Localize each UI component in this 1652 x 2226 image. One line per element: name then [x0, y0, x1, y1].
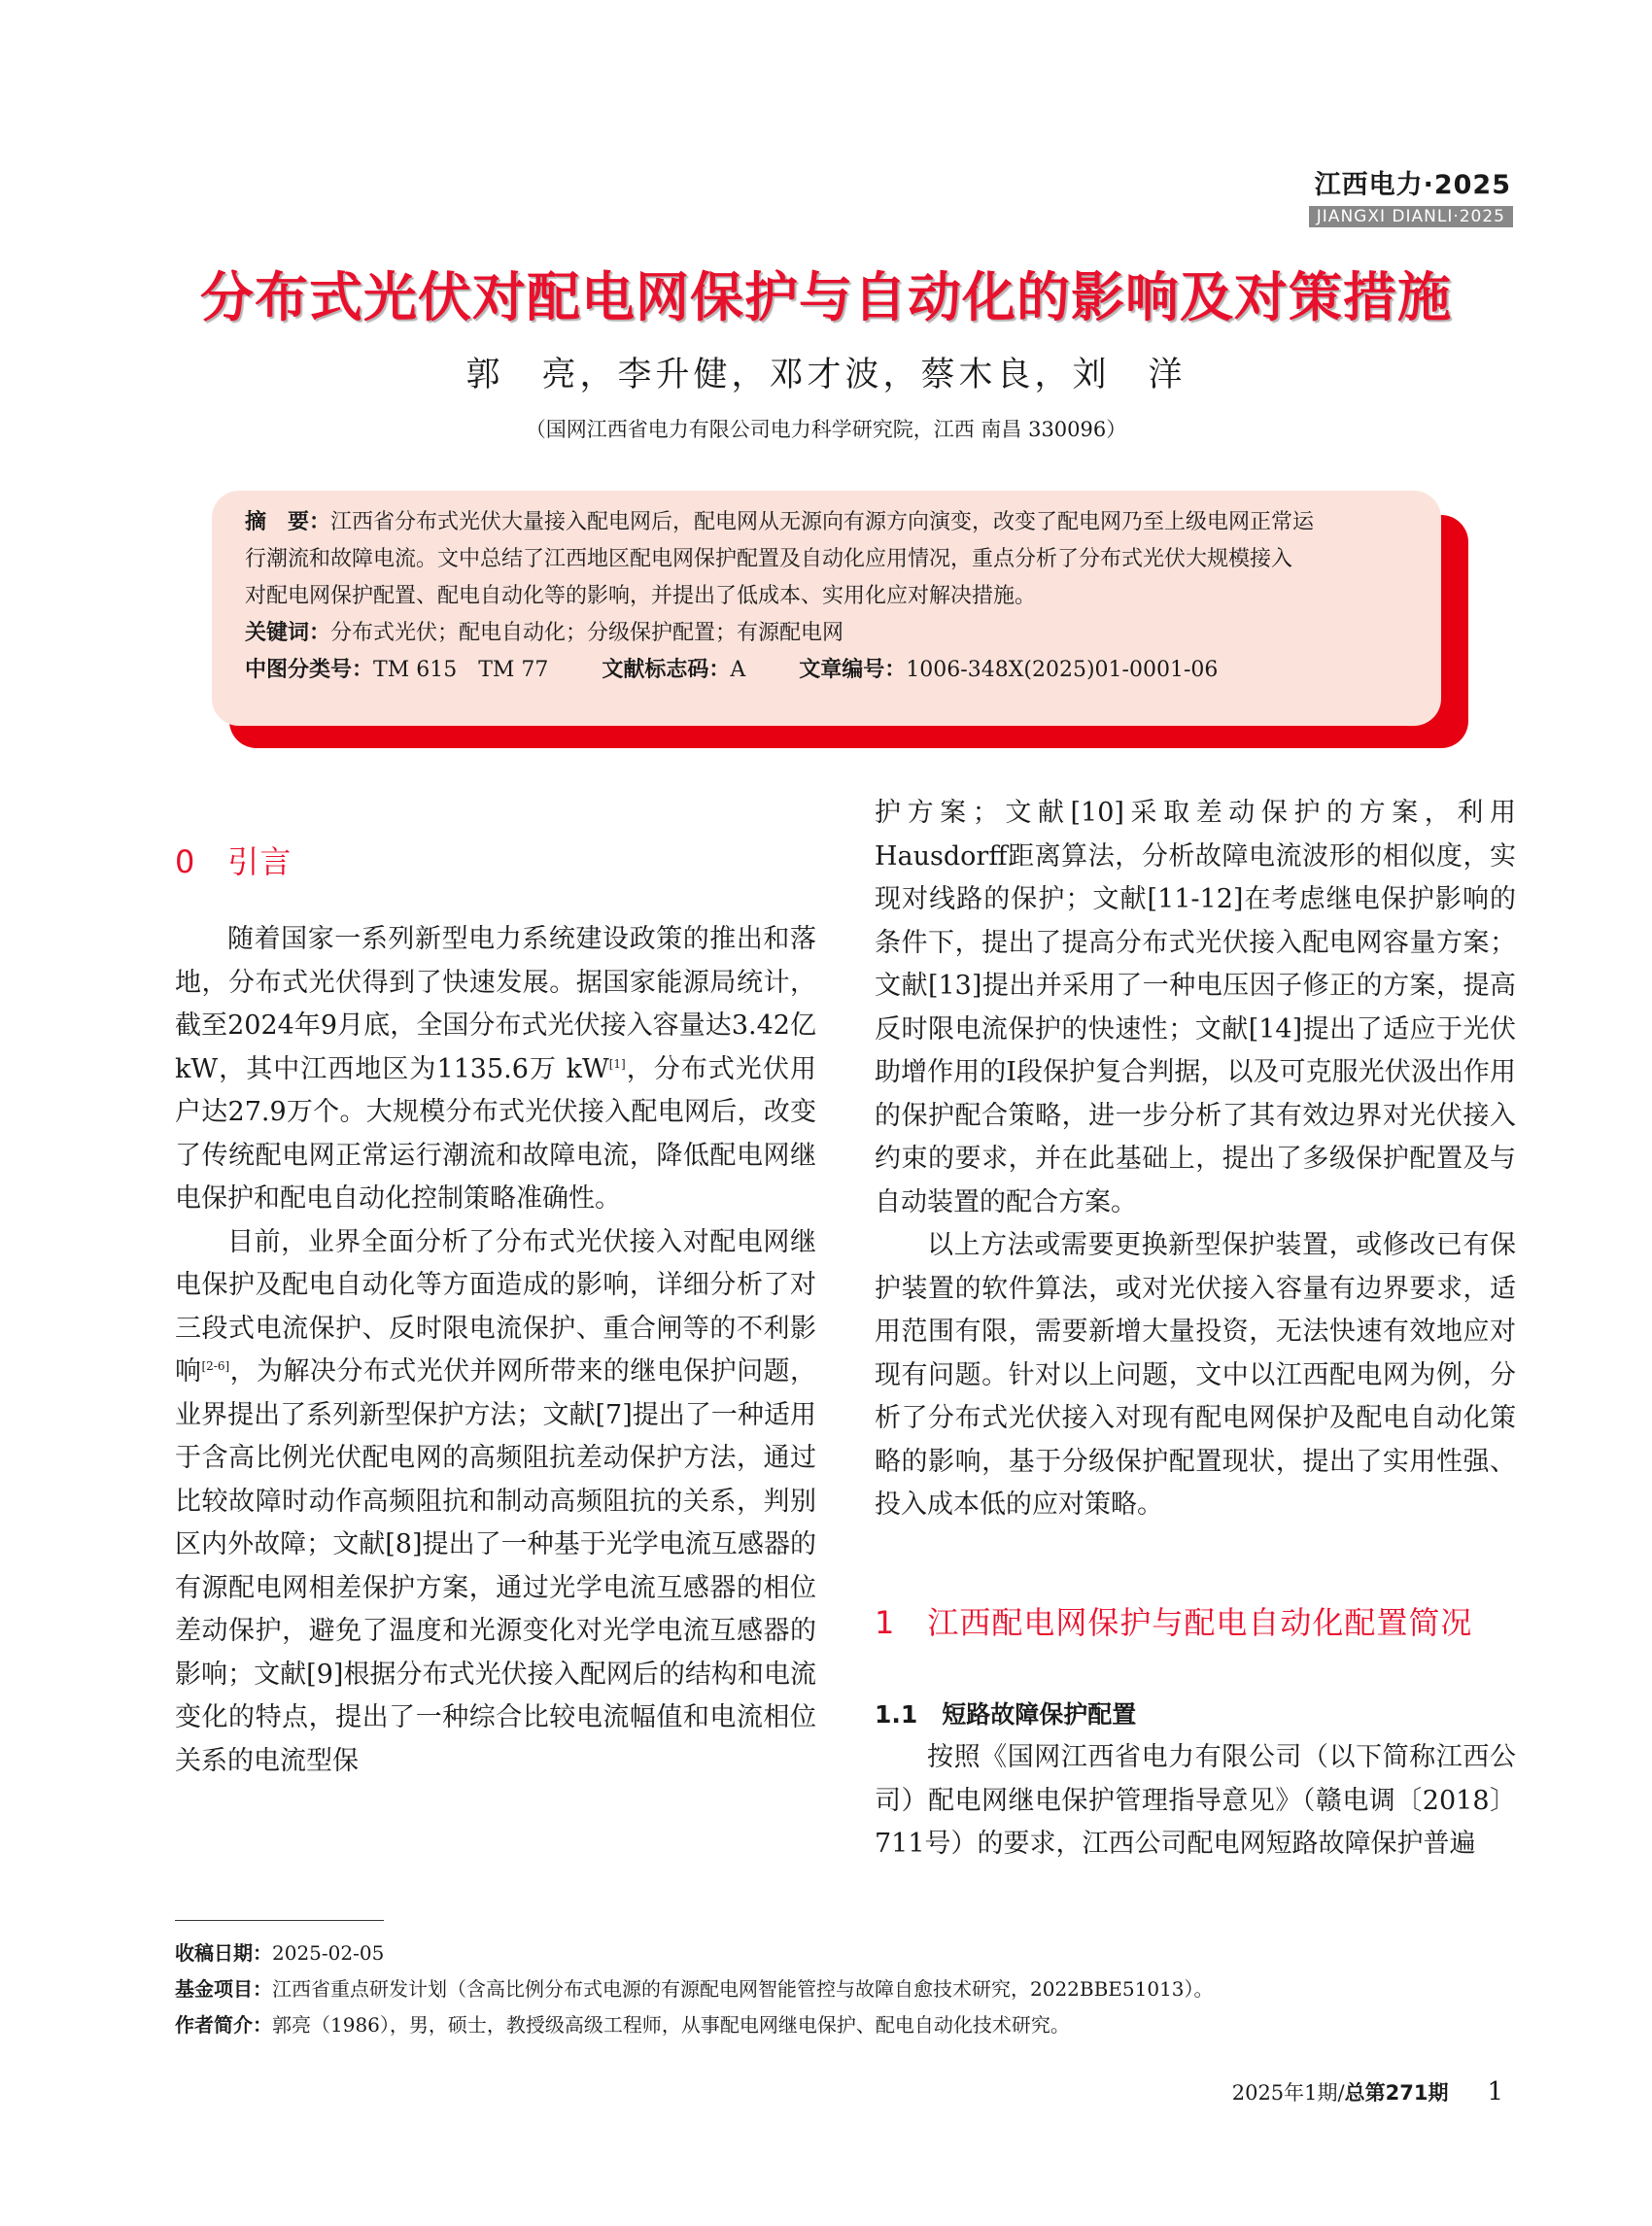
doc-code-item	[602, 658, 745, 682]
received-label: 收稿日期：	[175, 1941, 272, 1965]
fund-label: 基金项目：	[175, 1977, 272, 2001]
article-no-label: 文章编号：	[799, 658, 907, 682]
intro-p1-text: 随着国家一系列新型电力系统建设政策的推出和落地，分布式光伏得到了快速发展。据国家能源局统计，截至2024年9月底，全国分布式光伏接入容量达3.42亿 kW，其中江西地区为1135.6万 kW	[175, 924, 816, 1084]
right-column	[875, 792, 1516, 1527]
abstract-line-3: 对配电网保护配置、配电自动化等的影响，并提出了低成本、实用化应对解决措施。	[245, 584, 1037, 608]
keywords-label: 关键词：	[245, 621, 331, 645]
article-authors: 郭 亮，李升健，邓才波，蔡木良，刘 洋	[465, 356, 1187, 394]
abstract-label: 摘 要：	[245, 510, 331, 534]
fund-project	[175, 1971, 1214, 2007]
journal-subtitle: JIANGXI DIANLI·2025	[1309, 206, 1513, 227]
author-bio	[175, 2007, 1214, 2043]
clc-value: TM 615 TM 77	[373, 658, 549, 682]
page-footer	[1232, 2077, 1503, 2106]
bio-label: 作者简介：	[175, 2013, 272, 2037]
right-paragraph-2: 以上方法或需要更换新型保护装置，或修改已有保护装置的软件算法，或对光伏接入容量有边界要求，适用范围有限，需要新增大量投资，无法快速有效地应对现有问题。针对以上问题，文中以江西配电网为例，分析了分布式光伏接入对现有配电网保护及配电自动化策略的影响，基于分级保护配置现状，提出了实用性强、投入成本低的应对策略。	[875, 1230, 1516, 1520]
classification-line	[245, 652, 1412, 689]
abstract-text: 江西省分布式光伏大量接入配电网后，配电网从无源向有源方向演变，改变了配电网乃至上级电网正常运	[330, 510, 1315, 534]
right-paragraph-1: 护方案；文献[10]采取差动保护的方案，利用Hausdorff距离算法，分析故障电流波形的相似度，实现对线路的保护；文献[11-12]在考虑继电保护影响的条件下，提出了提高分布式光伏接入配电网容量方案；文献[13]提出并采用了一种电压因子修正的方案，提高反时限电流保护的快速性；文献[14]提出了适应于光伏助增作用的I段保护复合判据，以及可克服光伏汲出作用的保护配合策略，进一步分析了其有效边界对光伏接入约束的要求，并在此基础上，提出了多级保护配置及与自动装置的配合方案。	[875, 798, 1516, 1217]
intro-heading: 0 引言	[175, 843, 293, 880]
intro-paragraph-2	[175, 1221, 816, 1784]
abstract-line-1	[245, 504, 1412, 541]
keywords-line	[245, 615, 1412, 652]
clc-label: 中图分类号：	[245, 658, 374, 682]
journal-name: 江西电力·2025	[1314, 170, 1511, 200]
section-1-1-paragraph: 按照《国网江西省电力有限公司（以下简称江西公司）配电网继电保护管理指导意见》（赣电调〔2018〕711号）的要求，江西公司配电网短路故障保护普遍	[875, 1742, 1516, 1859]
section-1-1-heading: 1.1 短路故障保护配置	[875, 1700, 1137, 1729]
abstract-box	[212, 491, 1441, 726]
intro-p1-ref: [1]	[608, 1056, 626, 1071]
article-title: 分布式光伏对配电网保护与自动化的影响及对策措施	[199, 266, 1452, 328]
keywords-text: 分布式光伏；配电自动化；分级保护配置；有源配电网	[330, 621, 844, 645]
article-no-value: 1006-348X(2025)01-0001-06	[906, 658, 1219, 682]
intro-p1-tail: ，分布式光伏用户达27.9万个。大规模分布式光伏接入配电网后，改变了传统配电网正常运行潮流和故障电流，降低配电网继电保护和配电自动化控制策略准确性。	[175, 1053, 816, 1214]
doc-code-label: 文献标志码：	[602, 658, 731, 682]
issue-info: 2025年1期/	[1231, 2081, 1345, 2105]
doc-code-value: A	[730, 658, 746, 682]
left-column	[175, 918, 816, 1783]
fund-value: 江西省重点研发计划（含高比例分布式电源的有源配电网智能管控与故障自愈技术研究，2022BBE51013）。	[272, 1977, 1214, 2001]
received-value: 2025-02-05	[272, 1941, 385, 1965]
intro-p2-ref: [2-6]	[201, 1359, 230, 1373]
abstract-line-2: 行潮流和故障电流。文中总结了江西地区配电网保护配置及自动化应用情况，重点分析了分布式光伏大规模接入	[245, 547, 1293, 571]
received-date	[175, 1935, 1214, 1971]
clc-item	[245, 658, 548, 682]
footnote-divider	[175, 1920, 384, 1921]
article-affiliation: （国网江西省电力有限公司电力科学研究院，江西 南昌 330096）	[525, 418, 1127, 441]
intro-p2-text-b: ，为解决分布式光伏并网所带来的继电保护问题，业界提出了系列新型保护方法；文献[7]提出了一种适用于含高比例光伏配电网的高频阻抗差动保护方法，通过比较故障时动作高频阻抗和制动高频阻抗的关系，判别区内外故障；文献[8]提出了一种基于光学电流互感器的有源配电网相差保护方案，通过光学电流互感器的相位差动保护，避免了温度和光源变化对光学电流互感器的影响；文献[9]根据分布式光伏接入配网后的结构和电流变化的特点，提出了一种综合比较电流幅值和电流相位关系的电流型保	[175, 1356, 817, 1776]
bio-value: 郭亮（1986），男，硕士，教授级高级工程师，从事配电网继电保护、配电自动化技术研究。	[272, 2013, 1070, 2037]
issue-total: 总第271期	[1344, 2081, 1449, 2105]
section-1-1-body	[875, 1736, 1516, 1866]
section-1-heading: 1 江西配电网保护与配电自动化配置简况	[875, 1604, 1473, 1641]
page-number: 1	[1487, 2077, 1503, 2106]
footnotes	[175, 1935, 1214, 2043]
intro-p2-text-a: 目前，业界全面分析了分布式光伏接入对配电网继电保护及配电自动化等方面造成的影响，详细分析了对三段式电流保护、反时限电流保护、重合闸等的不利影响	[175, 1226, 816, 1387]
intro-paragraph-1	[175, 918, 816, 1221]
article-no-item	[799, 658, 1218, 682]
